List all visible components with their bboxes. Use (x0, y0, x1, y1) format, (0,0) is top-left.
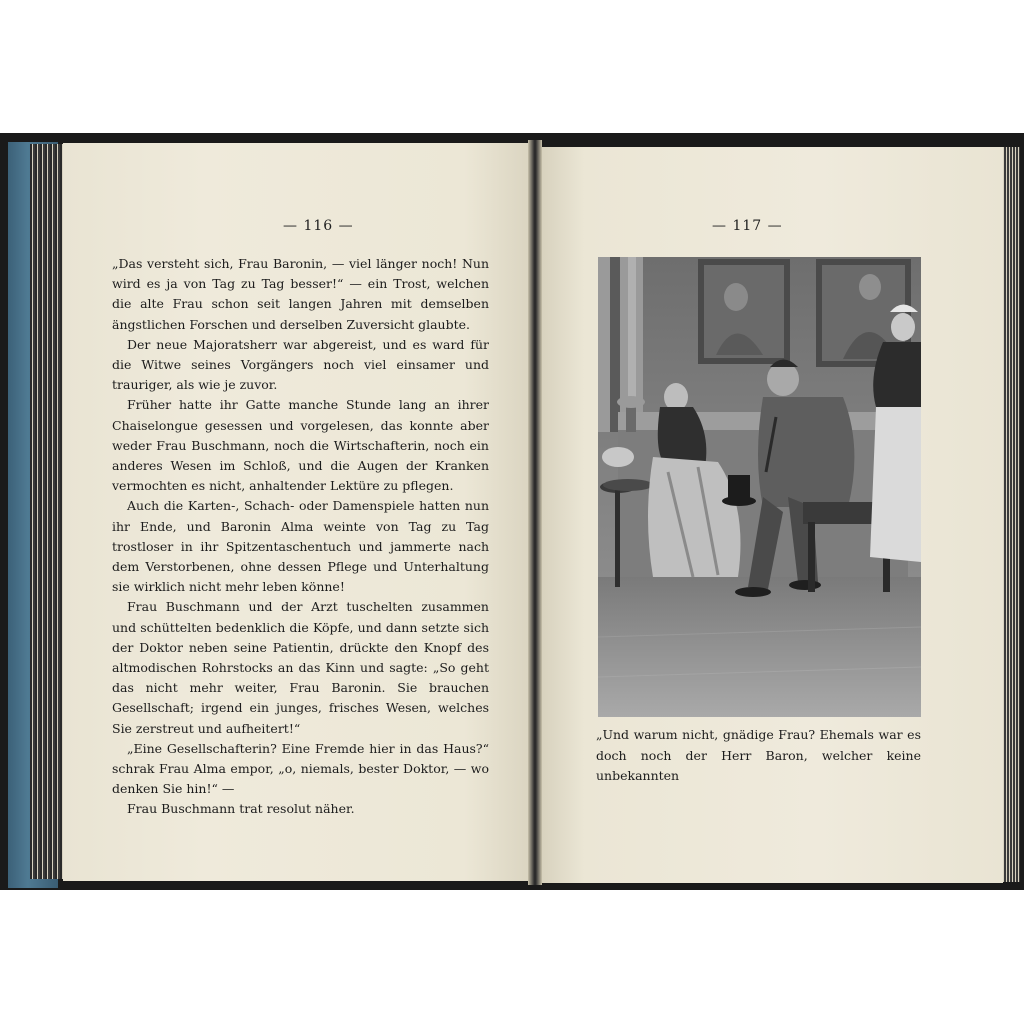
paragraph: Auch die Karten-, Schach- oder Damenspiele hatten nun ihr Ende, und Baronin Alma weinte von Tag zu Tag trostloser in ihr Spitzentaschentuch und jammerte nach dem Verstorbenen, ohne dessen Pflege und Unterhaltung sie wirklich nicht mehr leben könne! (112, 498, 489, 595)
paragraph: „Eine Gesellschafterin? Eine Fremde hier in das Haus?“ schrak Frau Alma empor, „o, niemals, bester Doktor, — wo denken Sie hin!“ — (112, 740, 489, 797)
book-gutter (528, 140, 542, 885)
left-page-number: — 116 — (283, 218, 354, 234)
paragraph: Der neue Majoratsherr war abgereist, und es ward für die Witwe seines Vorgängers noch viel einsamer und trauriger, als wie je zuvor. (112, 336, 489, 393)
caption-text: „Und warum nicht, gnädige Frau? Ehemals war es doch noch der Herr Baron, welcher keine unbekannten (596, 727, 921, 783)
page-stack-right (1000, 147, 1020, 882)
paragraph: Früher hatte ihr Gatte manche Stunde lang an ihrer Chaiselongue gesessen und vorgelesen, das konnte aber weder Frau Buschmann, noch die Wirtschafterin, noch ein anderes Wesen im Schloß, und die Augen der Kranken vermochten es nicht, anhaltender Lektüre zu pflegen. (112, 397, 489, 494)
paragraph: „Das versteht sich, Frau Baronin, — viel länger noch! Nun wird es ja von Tag zu Tag besser!“ — ein Trost, welchen die alte Frau schon seit langen Jahren mit demselben ängstlichen Forschen und derselben Zuversicht glaubte. (112, 256, 489, 332)
right-page-number: — 117 — (712, 218, 783, 234)
left-page-text (112, 254, 489, 820)
page-stack-left (30, 144, 66, 879)
scene-illustration (598, 257, 921, 717)
illustration-drawing (598, 257, 921, 717)
paragraph: Frau Buschmann trat resolut näher. (127, 801, 355, 817)
right-page-text (596, 725, 921, 787)
paragraph: Frau Buschmann und der Arzt tuschelten zusammen und schüttelten bedenklich die Köpfe, und dann setzte sich der Doktor neben seine Patientin, drückte den Knopf des altmodischen Rohrstocks an das Kinn und sagte: „So geht das nicht mehr weiter, Frau Baronin. Sie brauchen Gesellschaft; irgend ein junges, frisches Wesen, welches Sie zerstreut und aufheitert!“ (112, 599, 489, 736)
